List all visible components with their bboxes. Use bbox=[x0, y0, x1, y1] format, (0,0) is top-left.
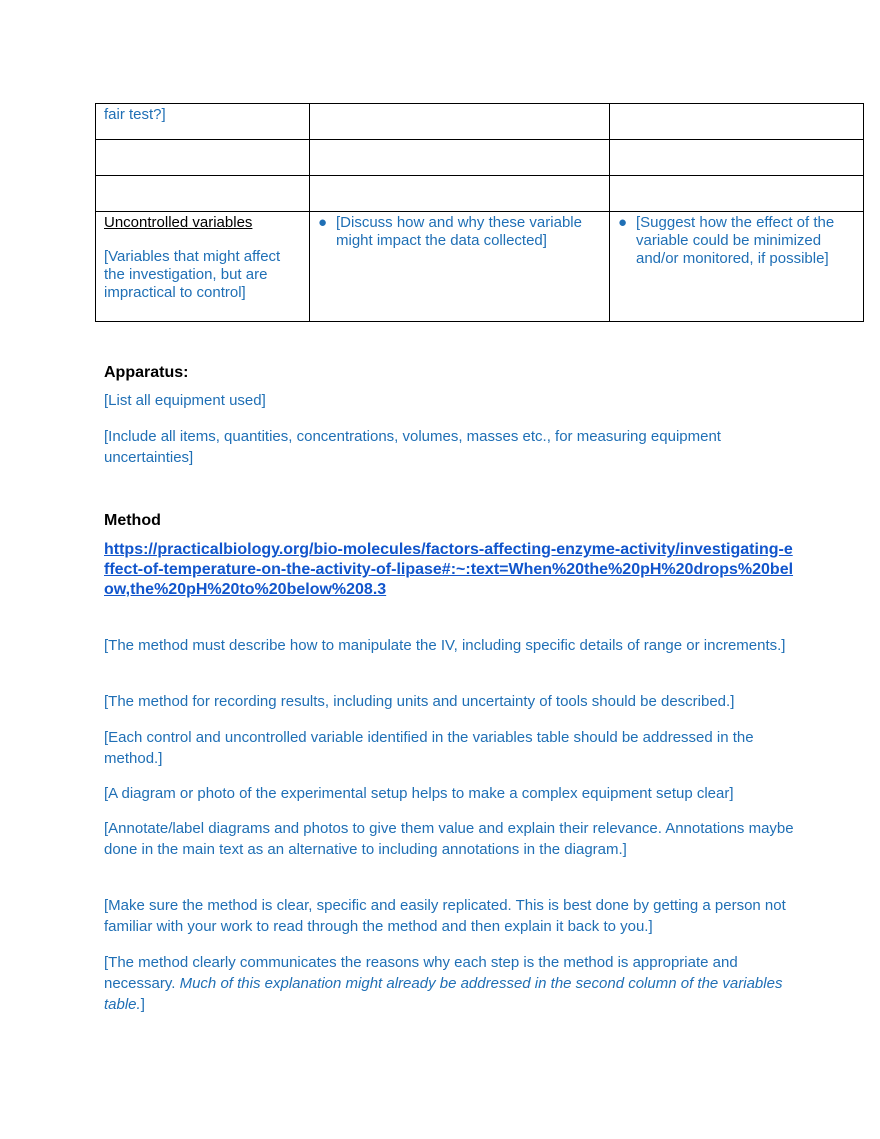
table-row bbox=[96, 104, 864, 140]
method-reference-link[interactable]: https://practicalbiology.org/bio-molecules/factors-affecting-enzyme-activity/investigating-effect-of-temperature-on-the-activity-of-lipase#:~:text=When%20the%20pH%20drops%20below,the%20pH%20to%20below%208.3 bbox=[104, 541, 794, 598]
table-cell[interactable]: fair test?] bbox=[96, 104, 310, 140]
method-paragraph-7 bbox=[104, 952, 794, 1015]
table-cell[interactable] bbox=[610, 104, 864, 140]
method-heading: Method bbox=[104, 512, 161, 529]
uncontrolled-variables-row bbox=[96, 212, 864, 322]
list-item bbox=[318, 214, 601, 250]
table-cell[interactable] bbox=[610, 140, 864, 176]
method-paragraph-2: [The method for recording results, including units and uncertainty of tools should be described.] bbox=[104, 693, 735, 710]
method-paragraph-7-start: [The method clearly communicates the reasons why each step is the method is appropriate and necessary. bbox=[104, 954, 738, 992]
variables-table bbox=[95, 103, 864, 322]
method-paragraph-1: [The method must describe how to manipulate the IV, including specific details of range or increments.] bbox=[104, 637, 786, 654]
table-cell[interactable] bbox=[310, 176, 610, 212]
table-cell[interactable] bbox=[310, 140, 610, 176]
method-paragraph-4: [A diagram or photo of the experimental setup helps to make a complex equipment setup clear] bbox=[104, 785, 734, 802]
apparatus-heading: Apparatus: bbox=[104, 364, 189, 381]
table-cell[interactable] bbox=[310, 212, 610, 322]
method-paragraph-7-italic: Much of this explanation might already be addressed in the second column of the variables table. bbox=[104, 975, 783, 1013]
table-cell[interactable] bbox=[610, 176, 864, 212]
method-paragraph-6: [Make sure the method is clear, specific and easily replicated. This is best done by getting a person not familiar with your work to read through the method and then explain it back to you.] bbox=[104, 897, 786, 935]
table-cell[interactable] bbox=[96, 176, 310, 212]
table-cell[interactable] bbox=[96, 140, 310, 176]
bullet-icon: ● bbox=[618, 214, 628, 231]
table-cell[interactable] bbox=[96, 212, 310, 322]
uncontrolled-variables-title: Uncontrolled variables bbox=[104, 214, 253, 231]
table-cell[interactable] bbox=[310, 104, 610, 140]
uncontrolled-variables-description: [Variables that might affect the investigation, but are impractical to control] bbox=[104, 248, 281, 301]
minimize-text: [Suggest how the effect of the variable could be minimized and/or monitored, if possible] bbox=[636, 214, 835, 267]
impact-text: [Discuss how and why these variable might impact the data collected] bbox=[336, 214, 582, 249]
table-row bbox=[96, 176, 864, 212]
apparatus-line-2: [Include all items, quantities, concentrations, volumes, masses etc., for measuring equipment uncertainties] bbox=[104, 428, 721, 466]
table-row bbox=[96, 140, 864, 176]
table-cell[interactable] bbox=[610, 212, 864, 322]
bullet-icon: ● bbox=[318, 214, 328, 231]
list-item bbox=[618, 214, 855, 268]
method-paragraph-3: [Each control and uncontrolled variable identified in the variables table should be addressed in the method.] bbox=[104, 729, 754, 767]
method-paragraph-5: [Annotate/label diagrams and photos to give them value and explain their relevance. Annotations maybe done in the main text as an alternative to including annotations in the diagram.] bbox=[104, 820, 794, 858]
apparatus-line-1: [List all equipment used] bbox=[104, 392, 266, 409]
method-paragraph-7-end: ] bbox=[140, 996, 145, 1013]
